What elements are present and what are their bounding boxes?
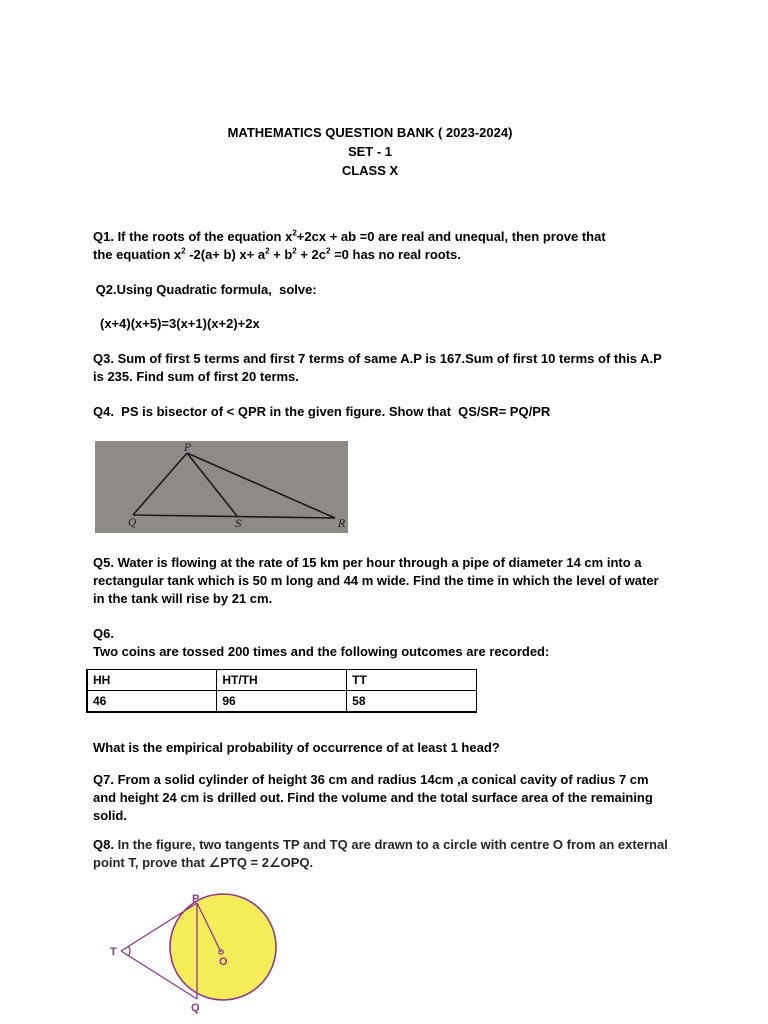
table-header-cell: HH (87, 670, 217, 691)
question-8-text: In the figure, two tangents TP and TQ are drawn to a circle with centre O from an external point T, prove that ∠PTQ = 2∠OPQ. (93, 837, 668, 870)
question-2-title: Q2.Using Quadratic formula, solve: (92, 282, 317, 297)
label-s: S (235, 519, 242, 530)
class-label: CLASS X (341, 163, 399, 178)
question-1-line-2 (93, 246, 693, 264)
table-header-row (87, 670, 477, 691)
tangent-circle-figure (104, 890, 284, 1014)
label-q: Q (191, 1002, 200, 1014)
q1-superscript: 2 (292, 228, 297, 238)
question-2-equation: (x+4)(x+5)=3(x+1)(x+2)+2x (100, 316, 260, 331)
table-row (87, 691, 477, 713)
q1-superscript: 2 (326, 246, 331, 256)
q1-text-f: + 2c (296, 247, 327, 262)
table-cell: 58 (347, 691, 477, 713)
q1-superscript: 2 (265, 246, 270, 256)
q1-text-g: =0 has no real roots. (330, 247, 461, 262)
question-6-intro: Two coins are tossed 200 times and the following outcomes are recorded: (93, 644, 550, 659)
q1-text-d: -2(a+ b) x+ a (185, 247, 266, 262)
label-q: Q (128, 518, 137, 529)
label-r: R (338, 519, 346, 530)
q1-superscript: 2 (292, 246, 297, 256)
question-8-label: Q8. (93, 837, 114, 852)
q1-text-c: the equation x (93, 247, 182, 262)
document-title: MATHEMATICS QUESTION BANK ( 2023-2024) (227, 125, 513, 140)
table-header-cell: HT/TH (217, 670, 347, 691)
table-cell: 46 (87, 691, 217, 713)
question-5: Q5. Water is flowing at the rate of 15 km per hour through a pipe of diameter 14 cm into a rectangular tank which is 50 m long and 44 m wide. Find the time in which the level of water in the tank will rise by 21 cm. (93, 555, 659, 606)
question-8 (93, 836, 668, 872)
q1-superscript: 2 (181, 246, 186, 256)
set-label: SET - 1 (347, 144, 393, 159)
q1-text-a: Q1. If the roots of the equation x (93, 229, 293, 244)
question-7: Q7. From a solid cylinder of height 36 cm and radius 14cm ,a conical cavity of radius 7 cm and height 24 cm is drilled out. Find the volume and the total surface area of the remaining solid. (93, 772, 653, 823)
question-6-question: What is the empirical probability of occurrence of at least 1 head? (93, 740, 500, 755)
tangent-circle-diagram (104, 890, 284, 1014)
document-header (0, 123, 740, 180)
table-cell: 96 (217, 691, 347, 713)
q1-text-e: + b (269, 247, 293, 262)
label-p: P (184, 443, 191, 454)
label-p: P (192, 893, 200, 905)
label-t: T (110, 946, 117, 958)
triangle-diagram (95, 441, 348, 533)
question-4: Q4. PS is bisector of < QPR in the given figure. Show that QS/SR= PQ/PR (93, 404, 551, 419)
q1-text-b: +2cx + ab =0 are real and unequal, then prove that (296, 229, 606, 244)
question-6-label: Q6. (93, 626, 114, 641)
triangle-figure (95, 441, 348, 533)
label-o: O (219, 956, 228, 968)
question-1 (93, 228, 693, 264)
outcomes-table (86, 669, 477, 713)
question-3: Q3. Sum of first 5 terms and first 7 terms of same A.P is 167.Sum of first 10 terms of this A.P is 235. Find sum of first 20 terms. (93, 351, 662, 384)
table-header-cell: TT (347, 670, 477, 691)
question-1-line-1 (93, 228, 693, 246)
